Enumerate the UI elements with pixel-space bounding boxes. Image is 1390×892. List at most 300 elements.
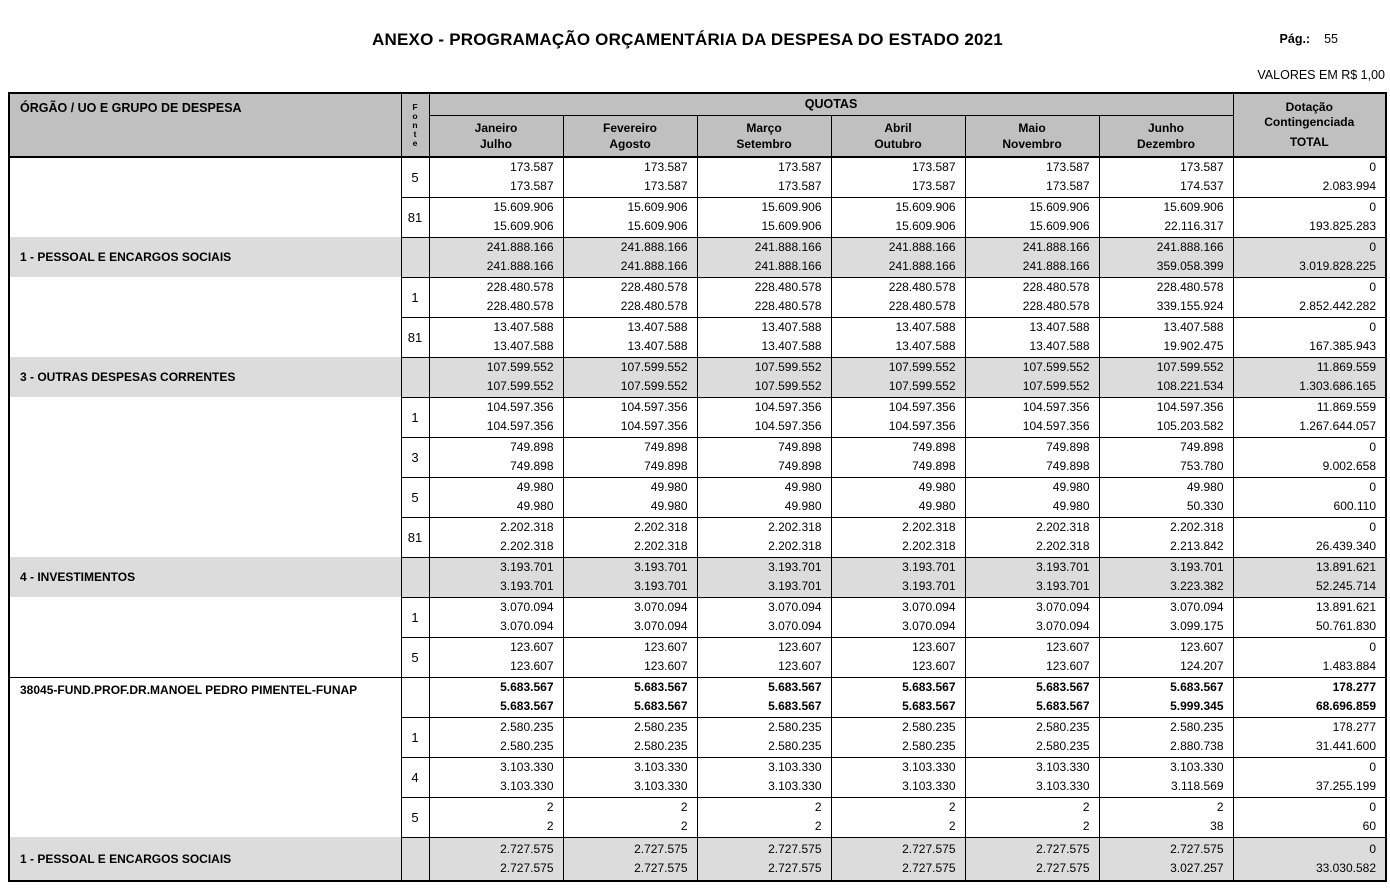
col-header-month-6 (1099, 115, 1233, 157)
table-row-group (9, 357, 1386, 397)
total-contingenciada: 178.277 (1332, 720, 1377, 734)
quota-cell (965, 597, 1099, 637)
quota-second-semester: 749.898 (644, 459, 688, 473)
quota-second-semester: 2.580.235 (902, 739, 956, 753)
quota-cell (1099, 677, 1233, 717)
quota-cell (563, 557, 697, 597)
quota-second-semester: 123.607 (644, 659, 688, 673)
table-row-fonte (9, 277, 1386, 317)
quota-cell (697, 157, 831, 197)
total-contingenciada: 0 (1369, 480, 1377, 494)
quota-first-semester: 3.070.094 (768, 600, 822, 614)
quota-first-semester: 5.683.567 (768, 680, 822, 694)
quota-cell (965, 677, 1099, 717)
quota-cell (831, 237, 965, 277)
quota-cell (697, 517, 831, 557)
col-header-orgao: ÓRGÃO / UO E GRUPO DE DESPESA (9, 93, 401, 157)
month-bottom: Outubro (874, 136, 922, 151)
quota-first-semester: 3.103.330 (1036, 760, 1090, 774)
total-contingenciada: 178.277 (1332, 680, 1377, 694)
quota-second-semester: 2.727.575 (902, 860, 956, 875)
total-value: 2.852.442.282 (1299, 299, 1377, 313)
quota-cell (1099, 357, 1233, 397)
quota-cell (563, 677, 697, 717)
quota-second-semester: 5.683.567 (902, 699, 956, 713)
quota-cell (429, 797, 563, 837)
quota-first-semester: 5.683.567 (500, 680, 554, 694)
quota-second-semester: 104.597.356 (1022, 419, 1090, 433)
quota-cell (697, 237, 831, 277)
quota-first-semester: 15.609.906 (1029, 200, 1090, 214)
quota-first-semester: 173.587 (644, 160, 688, 175)
table-row-fonte (9, 197, 1386, 237)
total-cell (1233, 717, 1386, 757)
quota-cell (697, 277, 831, 317)
table-row-group (9, 837, 1386, 881)
total-value: 52.245.714 (1315, 579, 1377, 593)
quota-second-semester: 228.480.578 (754, 299, 822, 313)
quota-cell (831, 277, 965, 317)
quota-first-semester: 107.599.552 (486, 360, 554, 374)
quota-cell (697, 557, 831, 597)
quota-first-semester: 2 (948, 800, 956, 814)
quota-second-semester: 13.407.588 (895, 339, 956, 353)
total-cell (1233, 557, 1386, 597)
quota-first-semester: 2.202.318 (768, 520, 822, 534)
quota-cell (563, 477, 697, 517)
fonte-value: 1 (401, 397, 429, 437)
quota-second-semester: 339.155.924 (1156, 299, 1224, 313)
col-header-fonte (401, 93, 429, 157)
quota-first-semester: 15.609.906 (895, 200, 956, 214)
total-contingenciada: 13.891.621 (1315, 560, 1377, 574)
quota-first-semester: 49.980 (1052, 480, 1090, 494)
quota-second-semester: 5.683.567 (634, 699, 688, 713)
table-body (9, 157, 1386, 881)
total-value: 50.761.830 (1315, 619, 1377, 633)
quota-cell (429, 597, 563, 637)
quota-first-semester: 3.103.330 (1170, 760, 1224, 774)
total-contingenciada: 0 (1369, 760, 1377, 774)
quota-cell (429, 317, 563, 357)
table-row-fonte (9, 637, 1386, 677)
row-label (9, 157, 401, 197)
page-number-block (1280, 32, 1338, 46)
total-contingenciada: 0 (1369, 280, 1377, 294)
quota-second-semester: 2.202.318 (500, 539, 554, 553)
quota-first-semester: 2.580.235 (768, 720, 822, 734)
quota-first-semester: 749.898 (510, 440, 554, 454)
total-contingenciada: 11.869.559 (1316, 400, 1377, 414)
quota-first-semester: 241.888.166 (754, 240, 822, 254)
total-header-line: Dotação (1285, 100, 1333, 114)
quota-first-semester: 3.070.094 (634, 600, 688, 614)
quota-second-semester: 104.597.356 (620, 419, 688, 433)
quota-cell (1099, 157, 1233, 197)
quota-cell (965, 557, 1099, 597)
quota-first-semester: 749.898 (778, 440, 822, 454)
quota-second-semester: 3.070.094 (500, 619, 554, 633)
quota-first-semester: 228.480.578 (754, 280, 822, 294)
quota-second-semester: 2.727.575 (768, 860, 822, 875)
quota-second-semester: 241.888.166 (620, 259, 688, 273)
total-contingenciada: 0 (1369, 841, 1377, 856)
quota-second-semester: 2 (1082, 819, 1090, 833)
quota-cell (831, 797, 965, 837)
quota-first-semester: 2.727.575 (500, 841, 554, 856)
quota-second-semester: 749.898 (1046, 459, 1090, 473)
col-header-total (1233, 93, 1386, 157)
row-label: 1 - PESSOAL E ENCARGOS SOCIAIS (9, 837, 401, 881)
total-cell (1233, 517, 1386, 557)
row-label: 1 - PESSOAL E ENCARGOS SOCIAIS (9, 237, 401, 277)
page-title: ANEXO - PROGRAMAÇÃO ORÇAMENTÁRIA DA DESPESA DO ESTADO 2021 (372, 30, 1003, 49)
table-row-group (9, 237, 1386, 277)
quota-second-semester: 3.070.094 (768, 619, 822, 633)
quota-cell (429, 637, 563, 677)
quota-first-semester: 3.070.094 (500, 600, 554, 614)
total-contingenciada: 0 (1369, 440, 1377, 454)
quota-first-semester: 3.193.701 (902, 560, 956, 574)
quota-cell (563, 717, 697, 757)
quota-second-semester: 2.580.235 (500, 739, 554, 753)
fonte-value: 5 (401, 797, 429, 837)
quota-first-semester: 2 (814, 800, 822, 814)
quota-second-semester: 5.683.567 (768, 699, 822, 713)
row-label (9, 477, 401, 517)
quota-second-semester: 2.727.575 (1036, 860, 1090, 875)
quota-second-semester: 3.193.701 (902, 579, 956, 593)
quota-cell (831, 317, 965, 357)
quota-second-semester: 2.213.842 (1170, 539, 1224, 553)
quota-cell (429, 557, 563, 597)
quota-first-semester: 241.888.166 (620, 240, 688, 254)
total-cell (1233, 757, 1386, 797)
quota-first-semester: 123.607 (1180, 640, 1224, 654)
quota-second-semester: 3.193.701 (768, 579, 822, 593)
table-row-fonte (9, 437, 1386, 477)
quota-first-semester: 228.480.578 (1156, 280, 1224, 294)
quota-first-semester: 2 (1082, 800, 1090, 814)
quota-cell (697, 357, 831, 397)
quota-second-semester: 3.103.330 (768, 779, 822, 793)
quota-cell (429, 517, 563, 557)
quota-second-semester: 13.407.588 (493, 339, 554, 353)
fonte-value: 81 (401, 197, 429, 237)
row-label (9, 277, 401, 317)
quota-second-semester: 5.683.567 (1036, 699, 1090, 713)
total-value: 3.019.828.225 (1299, 259, 1377, 273)
fonte-value (401, 837, 429, 881)
quota-cell (429, 477, 563, 517)
quota-cell (429, 357, 563, 397)
row-label: 3 - OUTRAS DESPESAS CORRENTES (9, 357, 401, 397)
quota-second-semester: 19.902.475 (1163, 339, 1224, 353)
quota-cell (563, 397, 697, 437)
quota-first-semester: 2.202.318 (902, 520, 956, 534)
quota-first-semester: 104.597.356 (754, 400, 822, 414)
total-cell (1233, 437, 1386, 477)
quota-second-semester: 15.609.906 (493, 219, 554, 233)
table-row-fonte (9, 477, 1386, 517)
quota-cell (1099, 237, 1233, 277)
quota-cell (831, 637, 965, 677)
quota-second-semester: 107.599.552 (620, 379, 688, 393)
quota-second-semester: 49.980 (784, 499, 822, 513)
quota-second-semester: 49.980 (516, 499, 554, 513)
quota-cell (965, 797, 1099, 837)
quota-first-semester: 123.607 (778, 640, 822, 654)
quota-cell (831, 757, 965, 797)
total-value: 26.439.340 (1315, 539, 1377, 553)
table-row-fonte (9, 317, 1386, 357)
quota-first-semester: 173.587 (778, 160, 822, 175)
total-cell (1233, 677, 1386, 717)
quota-cell (831, 397, 965, 437)
quota-second-semester: 2.880.738 (1170, 739, 1224, 753)
quota-first-semester: 3.193.701 (634, 560, 688, 574)
quota-first-semester: 173.587 (510, 160, 554, 175)
fonte-letter: t (413, 128, 417, 139)
quota-second-semester: 2.580.235 (768, 739, 822, 753)
quota-second-semester: 241.888.166 (888, 259, 956, 273)
page-number-label: Pág.: (1279, 32, 1311, 46)
quota-first-semester: 2 (680, 800, 688, 814)
quota-first-semester: 49.980 (918, 480, 956, 494)
quota-cell (831, 557, 965, 597)
quota-second-semester: 3.193.701 (1036, 579, 1090, 593)
quota-second-semester: 749.898 (778, 459, 822, 473)
total-value: 600.110 (1333, 499, 1377, 513)
quota-cell (429, 397, 563, 437)
fonte-letter: F (412, 101, 418, 112)
quota-first-semester: 3.103.330 (768, 760, 822, 774)
quota-second-semester: 22.116.317 (1164, 219, 1224, 233)
total-cell (1233, 397, 1386, 437)
quota-first-semester: 5.683.567 (1170, 680, 1224, 694)
total-contingenciada: 0 (1369, 640, 1377, 654)
quota-cell (831, 477, 965, 517)
quota-second-semester: 2.202.318 (768, 539, 822, 553)
quota-second-semester: 241.888.166 (754, 259, 822, 273)
fonte-value: 4 (401, 757, 429, 797)
quota-cell (965, 157, 1099, 197)
quota-cell (429, 757, 563, 797)
quota-cell (563, 797, 697, 837)
table-row-fonte (9, 157, 1386, 197)
row-label (9, 637, 401, 677)
quota-cell (1099, 277, 1233, 317)
quota-cell (697, 837, 831, 881)
row-label (9, 717, 401, 757)
quota-second-semester: 228.480.578 (486, 299, 554, 313)
quota-second-semester: 5.999.345 (1170, 699, 1224, 713)
quota-first-semester: 749.898 (1180, 440, 1224, 454)
quota-cell (1099, 477, 1233, 517)
quota-first-semester: 13.407.588 (627, 320, 688, 334)
total-header-line: TOTAL (1289, 135, 1329, 149)
page-number-value: 55 (1324, 32, 1338, 46)
quota-second-semester: 3.118.569 (1171, 779, 1224, 793)
quota-first-semester: 173.587 (1046, 160, 1090, 175)
table-row-fonte (9, 797, 1386, 837)
quota-first-semester: 3.070.094 (1036, 600, 1090, 614)
quota-second-semester: 173.587 (510, 179, 554, 194)
fonte-value (401, 677, 429, 717)
quota-first-semester: 3.193.701 (768, 560, 822, 574)
quota-first-semester: 49.980 (650, 480, 688, 494)
quota-first-semester: 49.980 (516, 480, 554, 494)
quota-second-semester: 49.980 (918, 499, 956, 513)
quota-second-semester: 15.609.906 (895, 219, 956, 233)
month-bottom: Setembro (736, 136, 792, 151)
quota-second-semester: 174.537 (1180, 179, 1224, 194)
quota-second-semester: 228.480.578 (620, 299, 688, 313)
quota-second-semester: 2.202.318 (902, 539, 956, 553)
quota-second-semester: 123.607 (510, 659, 554, 673)
table-row-fonte (9, 717, 1386, 757)
total-value: 167.385.943 (1309, 339, 1377, 353)
quota-first-semester: 3.103.330 (500, 760, 554, 774)
quota-second-semester: 2 (948, 819, 956, 833)
fonte-value: 1 (401, 277, 429, 317)
total-cell (1233, 637, 1386, 677)
total-value: 68.696.859 (1315, 699, 1377, 713)
total-contingenciada: 0 (1369, 520, 1377, 534)
total-cell (1233, 197, 1386, 237)
total-contingenciada: 0 (1369, 200, 1377, 214)
quota-second-semester: 3.070.094 (634, 619, 688, 633)
quota-cell (563, 437, 697, 477)
quota-cell (1099, 397, 1233, 437)
quota-first-semester: 2.580.235 (1036, 720, 1090, 734)
quota-second-semester: 2 (546, 819, 554, 833)
quota-cell (831, 357, 965, 397)
quota-second-semester: 2 (680, 819, 688, 833)
quota-cell (965, 277, 1099, 317)
quota-cell (831, 157, 965, 197)
quota-cell (429, 157, 563, 197)
quota-cell (965, 757, 1099, 797)
quota-first-semester: 228.480.578 (1022, 280, 1090, 294)
quota-cell (429, 717, 563, 757)
quota-cell (429, 277, 563, 317)
month-top: Fevereiro (602, 120, 658, 135)
quota-first-semester: 107.599.552 (754, 360, 822, 374)
total-cell (1233, 157, 1386, 197)
table-row-fonte (9, 517, 1386, 557)
total-contingenciada: 11.869.559 (1316, 360, 1377, 374)
quota-second-semester: 3.103.330 (902, 779, 956, 793)
total-cell (1233, 317, 1386, 357)
quota-first-semester: 749.898 (912, 440, 956, 454)
quota-first-semester: 2.202.318 (500, 520, 554, 534)
quota-first-semester: 241.888.166 (1156, 240, 1224, 254)
quota-second-semester: 3.103.330 (500, 779, 554, 793)
row-label (9, 517, 401, 557)
month-top: Janeiro (474, 120, 518, 135)
quota-cell (965, 477, 1099, 517)
quota-first-semester: 241.888.166 (486, 240, 554, 254)
quota-second-semester: 3.193.701 (500, 579, 554, 593)
quota-second-semester: 107.599.552 (1022, 379, 1090, 393)
quota-cell (1099, 837, 1233, 881)
total-cell (1233, 237, 1386, 277)
quota-cell (965, 437, 1099, 477)
total-contingenciada: 0 (1369, 160, 1377, 175)
row-label (9, 797, 401, 837)
quota-first-semester: 173.587 (1180, 160, 1224, 175)
fonte-value: 3 (401, 437, 429, 477)
quota-second-semester: 124.207 (1180, 659, 1224, 673)
quota-second-semester: 359.058.399 (1156, 259, 1224, 273)
total-cell (1233, 277, 1386, 317)
quota-cell (831, 717, 965, 757)
quota-cell (563, 197, 697, 237)
total-cell (1233, 797, 1386, 837)
month-bottom: Dezembro (1137, 136, 1196, 151)
quota-first-semester: 13.407.588 (1163, 320, 1224, 334)
quota-cell (563, 837, 697, 881)
quota-first-semester: 104.597.356 (1156, 400, 1224, 414)
quota-cell (1099, 597, 1233, 637)
quota-cell (697, 797, 831, 837)
quota-cell (563, 597, 697, 637)
quota-first-semester: 228.480.578 (486, 280, 554, 294)
row-label (9, 397, 401, 437)
col-header-quotas: QUOTAS (429, 93, 1233, 115)
col-header-month-3 (697, 115, 831, 157)
quota-second-semester: 104.597.356 (888, 419, 956, 433)
quota-cell (965, 517, 1099, 557)
quota-second-semester: 3.099.175 (1170, 619, 1224, 633)
quota-first-semester: 749.898 (1046, 440, 1090, 454)
quota-cell (1099, 317, 1233, 357)
quota-second-semester: 749.898 (510, 459, 554, 473)
row-label (9, 597, 401, 637)
row-label (9, 197, 401, 237)
quota-cell (965, 317, 1099, 357)
quota-cell (563, 757, 697, 797)
quota-first-semester: 5.683.567 (1036, 680, 1090, 694)
quota-first-semester: 228.480.578 (620, 280, 688, 294)
quota-second-semester: 13.407.588 (761, 339, 822, 353)
quota-first-semester: 13.407.588 (493, 320, 554, 334)
quota-cell (831, 597, 965, 637)
total-value: 37.255.199 (1315, 779, 1377, 793)
col-header-month-4 (831, 115, 965, 157)
budget-table (8, 92, 1387, 882)
quota-first-semester: 5.683.567 (902, 680, 956, 694)
quota-cell (1099, 757, 1233, 797)
quota-cell (831, 197, 965, 237)
quota-first-semester: 13.407.588 (761, 320, 822, 334)
quota-cell (831, 677, 965, 717)
quota-cell (429, 837, 563, 881)
fonte-value: 81 (401, 517, 429, 557)
table-header (9, 93, 1386, 157)
quota-cell (563, 237, 697, 277)
quota-second-semester: 105.203.582 (1156, 419, 1224, 433)
quota-cell (429, 197, 563, 237)
quota-cell (563, 637, 697, 677)
quota-cell (697, 637, 831, 677)
fonte-value (401, 237, 429, 277)
table-row-org (9, 677, 1386, 717)
fonte-value (401, 557, 429, 597)
quota-second-semester: 50.330 (1186, 499, 1224, 513)
total-value: 1.303.686.165 (1299, 379, 1377, 393)
